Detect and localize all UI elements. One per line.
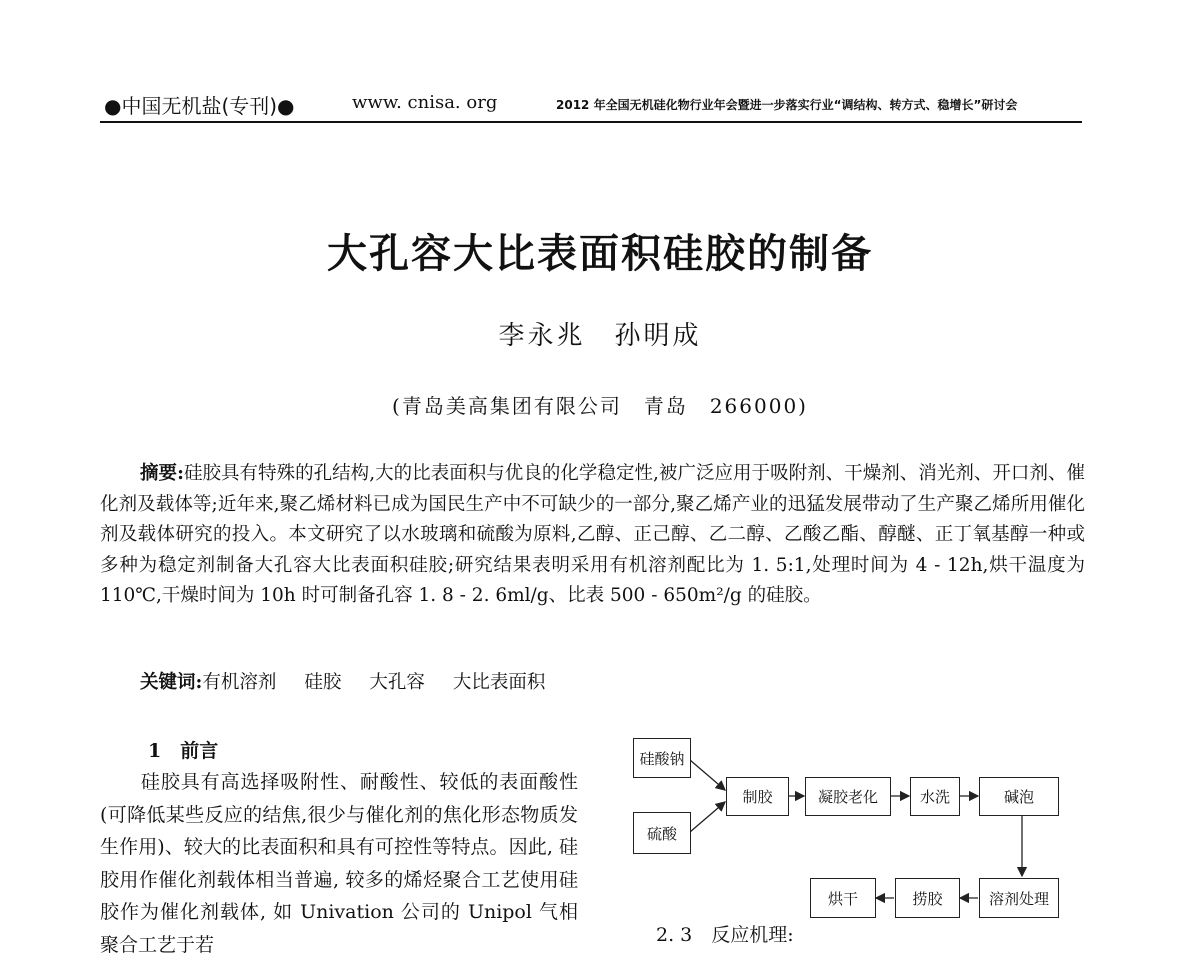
section-1-title: 1 前言: [148, 740, 219, 762]
section-1-body: [100, 766, 578, 961]
keywords-label: 关键词:: [140, 672, 203, 693]
keyword: 硅胶: [304, 672, 342, 693]
paper-authors: 李永兆 孙明成: [498, 321, 702, 351]
journal-url: www. cnisa. org: [352, 92, 498, 113]
abstract-label: 摘要:: [140, 463, 184, 484]
paper-title: 大孔容大比表面积硅胶的制备: [327, 230, 873, 277]
flow-box-gel-making: 制胶: [726, 777, 789, 816]
section-2-3-title: 2. 3 反应机理:: [656, 924, 794, 946]
keywords: [140, 668, 545, 694]
flow-box-washing: 水洗: [910, 777, 960, 816]
section-1-text: 硅胶具有高选择吸附性、耐酸性、较低的表面酸性(可降低某些反应的结焦,很少与催化剂的焦化形态物质发生作用)、较大的比表面积和具有可控性等特点。因此, 硅胶用作催化剂载体相当普遍, 较多的烯烃聚合工艺使用硅胶作为催化剂载体, 如 Univation 公司的 Unipol 气相聚合工艺于若: [100, 771, 578, 956]
keyword: 大孔容: [369, 672, 425, 693]
author-affiliation: (青岛美高集团有限公司 青岛 266000): [392, 394, 808, 418]
flow-box-solvent-treatment: 溶剂处理: [979, 878, 1059, 918]
conference-name: 2012 年全国无机硅化物行业年会暨进一步落实行业“调结构、转方式、稳增长”研讨会: [556, 98, 1018, 112]
abstract-text: 硅胶具有特殊的孔结构,大的比表面积与优良的化学稳定性,被广泛应用于吸附剂、干燥剂、消光剂、开口剂、催化剂及载体等;近年来,聚乙烯材料已成为国民生产中不可缺少的一部分,聚乙烯产业的迅猛发展带动了生产聚乙烯所用催化剂及载体研究的投入。本文研究了以水玻璃和硫酸为原料,乙醇、正己醇、乙二醇、乙酸乙酯、醇醚、正丁氧基醇一种或多种为稳定剂制备大孔容大比表面积硅胶;研究结果表明采用有机溶剂配比为 1. 5:1,处理时间为 4 - 12h,烘干温度为 110℃,干燥时间为 10h 时可制备孔容 1. 8 - 2. 6ml/g、比表 500 - 650m²/g 的硅胶。: [100, 463, 1085, 606]
flow-box-sodium-silicate: 硅酸钠: [633, 738, 691, 778]
flow-box-drying: 烘干: [810, 878, 876, 918]
header-divider: [100, 121, 1082, 123]
keyword: 有机溶剂: [202, 672, 277, 693]
flow-box-gel-retrieval: 捞胶: [895, 878, 960, 918]
flow-box-sulfuric-acid: 硫酸: [633, 812, 691, 854]
journal-name: ●中国无机盐(专刊)●: [104, 94, 295, 118]
abstract: [100, 459, 1085, 612]
keyword: 大比表面积: [452, 672, 546, 693]
flow-box-alkali-soak: 碱泡: [979, 777, 1059, 816]
flow-box-gel-aging: 凝胶老化: [805, 777, 891, 816]
